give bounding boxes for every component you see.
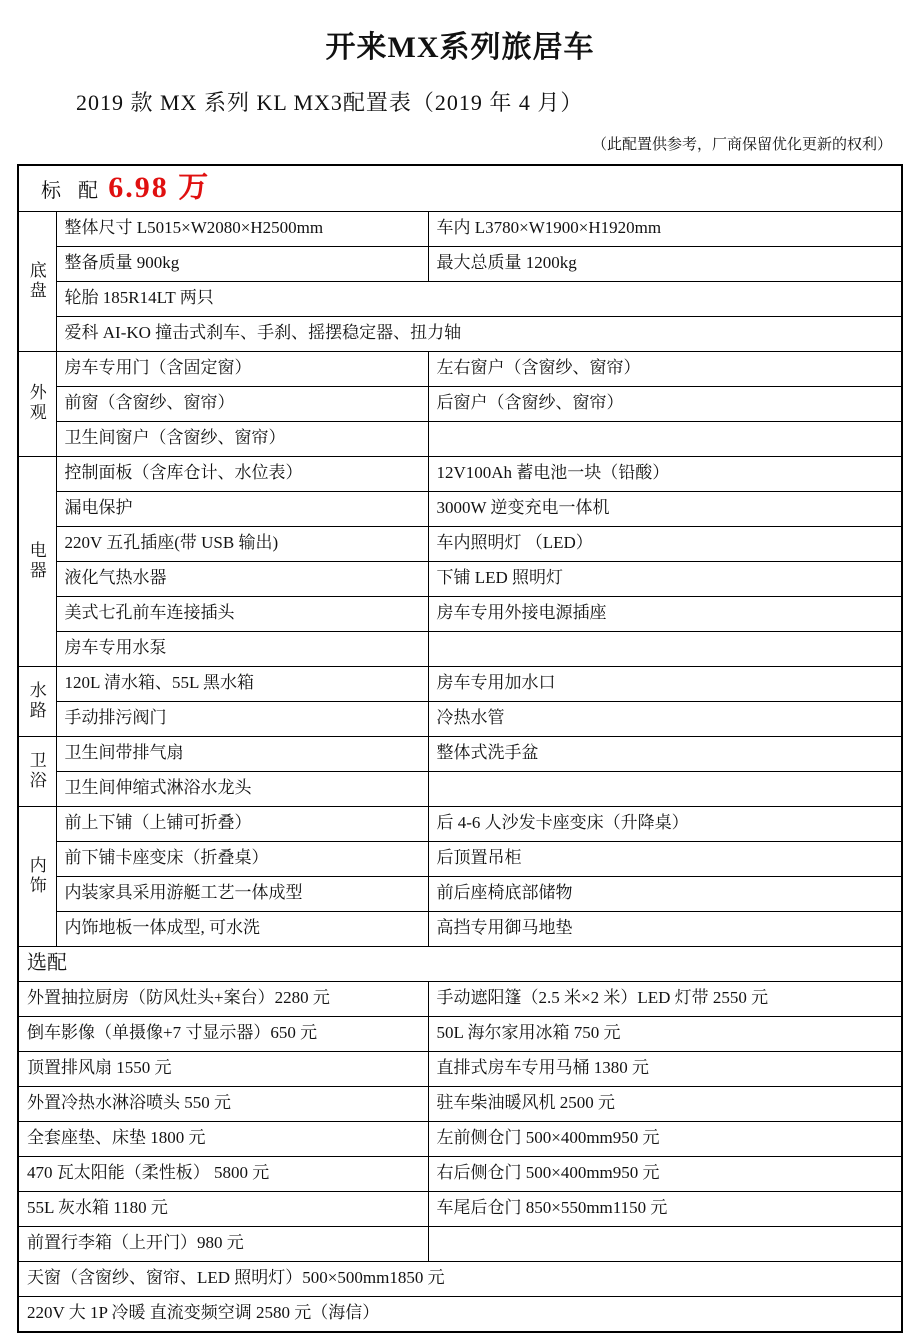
table-row <box>18 316 902 351</box>
table-row <box>18 736 902 771</box>
cell-a: 内饰地板一体成型, 可水洗 <box>56 911 428 946</box>
cell-b: 后顶置吊柜 <box>428 841 902 876</box>
table-row <box>18 491 902 526</box>
cell-b: 高挡专用御马地垫 <box>428 911 902 946</box>
table-row <box>18 1191 902 1226</box>
cell-a: 房车专用水泵 <box>56 631 428 666</box>
cell-b <box>428 421 902 456</box>
table-row <box>18 701 902 736</box>
table-row <box>18 806 902 841</box>
cell-b: 后窗户（含窗纱、窗帘） <box>428 386 902 421</box>
cell-b: 12V100Ah 蓄电池一块（铅酸） <box>428 456 902 491</box>
cell-b: 50L 海尔家用冰箱 750 元 <box>428 1016 902 1051</box>
standard-label: 标 配 <box>41 180 104 202</box>
doc-subtitle: 2019 款 MX 系列 KL MX3配置表（2019 年 4 月） <box>76 90 584 115</box>
cell-b <box>428 631 902 666</box>
table-row <box>18 981 902 1016</box>
table-row <box>18 1261 902 1296</box>
cell-a: 前上下铺（上铺可折叠） <box>56 806 428 841</box>
cell-a: 美式七孔前车连接插头 <box>56 596 428 631</box>
category-interior <box>18 806 56 946</box>
table-row <box>18 1086 902 1121</box>
cell-b: 房车专用加水口 <box>428 666 902 701</box>
category-water <box>18 666 56 736</box>
cell-a: 55L 灰水箱 1180 元 <box>18 1191 428 1226</box>
cell-a: 外置冷热水淋浴喷头 550 元 <box>18 1086 428 1121</box>
cell-a: 液化气热水器 <box>56 561 428 596</box>
cell-a: 外置抽拉厨房（防风灶头+案台）2280 元 <box>18 981 428 1016</box>
category-label: 底盘 <box>29 260 47 300</box>
cell-full: 220V 大 1P 冷暖 直流变频空调 2580 元（海信） <box>18 1296 902 1332</box>
cell-b: 前后座椅底部储物 <box>428 876 902 911</box>
table-row <box>18 771 902 806</box>
cell-b: 后 4-6 人沙发卡座变床（升降桌） <box>428 806 902 841</box>
cell-a: 120L 清水箱、55L 黑水箱 <box>56 666 428 701</box>
optional-header-row <box>18 946 902 981</box>
cell-b: 手动遮阳篷（2.5 米×2 米）LED 灯带 2550 元 <box>428 981 902 1016</box>
cell-a: 轮胎 185R14LT 两只 <box>56 281 902 316</box>
category-label: 外观 <box>29 383 47 422</box>
cell-a: 控制面板（含库仓计、水位表） <box>56 456 428 491</box>
table-row <box>18 421 902 456</box>
cell-b: 直排式房车专用马桶 1380 元 <box>428 1051 902 1086</box>
category-label: 卫浴 <box>29 750 47 790</box>
category-exterior <box>18 351 56 456</box>
category-bathroom <box>18 736 56 806</box>
cell-a: 整体尺寸 L5015×W2080×H2500mm <box>56 211 428 246</box>
cell-b: 左前侧仓门 500×400mm950 元 <box>428 1121 902 1156</box>
table-row <box>18 1296 902 1332</box>
cell-b: 驻车柴油暖风机 2500 元 <box>428 1086 902 1121</box>
category-electrical <box>18 456 56 666</box>
table-row <box>18 1121 902 1156</box>
cell-b: 整体式洗手盆 <box>428 736 902 771</box>
cell-b: 车内 L3780×W1900×H1920mm <box>428 211 902 246</box>
cell-a: 前下铺卡座变床（折叠桌） <box>56 841 428 876</box>
table-row <box>18 841 902 876</box>
cell-a: 倒车影像（单摄像+7 寸显示器）650 元 <box>18 1016 428 1051</box>
table-row <box>18 1156 902 1191</box>
cell-b: 最大总质量 1200kg <box>428 246 902 281</box>
cell-a: 220V 五孔插座(带 USB 输出) <box>56 526 428 561</box>
table-row <box>18 526 902 561</box>
table-row <box>18 911 902 946</box>
table-row <box>18 1051 902 1086</box>
cell-a: 顶置排风扇 1550 元 <box>18 1051 428 1086</box>
table-row <box>18 386 902 421</box>
table-row <box>18 456 902 491</box>
cell-a: 手动排污阀门 <box>56 701 428 736</box>
cell-a: 卫生间带排气扇 <box>56 736 428 771</box>
cell-b: 左右窗户（含窗纱、窗帘） <box>428 351 902 386</box>
cell-a: 卫生间伸缩式淋浴水龙头 <box>56 771 428 806</box>
table-row <box>18 666 902 701</box>
cell-b: 3000W 逆变充电一体机 <box>428 491 902 526</box>
cell-b: 车内照明灯 （LED） <box>428 526 902 561</box>
category-chassis <box>18 211 56 351</box>
table-row <box>18 211 902 246</box>
table-row <box>18 1226 902 1261</box>
cell-a: 爱科 AI-KO 撞击式刹车、手刹、摇摆稳定器、扭力轴 <box>56 316 902 351</box>
cell-a: 房车专用门（含固定窗） <box>56 351 428 386</box>
cell-b <box>428 1226 902 1261</box>
cell-b <box>428 771 902 806</box>
table-row <box>18 876 902 911</box>
table-row <box>18 631 902 666</box>
table-row <box>18 281 902 316</box>
document-page <box>0 22 920 1323</box>
optional-label: 选配 <box>18 946 902 981</box>
cell-full: 天窗（含窗纱、窗帘、LED 照明灯）500×500mm1850 元 <box>18 1261 902 1296</box>
cell-b: 下铺 LED 照明灯 <box>428 561 902 596</box>
table-row <box>18 1016 902 1051</box>
cell-a: 漏电保护 <box>56 491 428 526</box>
cell-a: 内装家具采用游艇工艺一体成型 <box>56 876 428 911</box>
doc-note: （此配置供参考，厂商保留优化更新的权利） <box>591 137 892 153</box>
cell-b: 右后侧仓门 500×400mm950 元 <box>428 1156 902 1191</box>
cell-b: 车尾后仓门 850×550mm1150 元 <box>428 1191 902 1226</box>
standard-header-row <box>18 165 902 211</box>
cell-a: 整备质量 900kg <box>56 246 428 281</box>
cell-b: 冷热水管 <box>428 701 902 736</box>
cell-b: 房车专用外接电源插座 <box>428 596 902 631</box>
cell-a: 前窗（含窗纱、窗帘） <box>56 386 428 421</box>
cell-a: 卫生间窗户（含窗纱、窗帘） <box>56 421 428 456</box>
page-title: 开来MX系列旅居车 <box>325 31 595 64</box>
category-label: 电器 <box>29 540 47 580</box>
cell-a: 470 瓦太阳能（柔性板） 5800 元 <box>18 1156 428 1191</box>
cell-a: 前置行李箱（上开门）980 元 <box>18 1226 428 1261</box>
table-row <box>18 246 902 281</box>
category-label: 水路 <box>29 680 47 720</box>
table-row <box>18 561 902 596</box>
table-row <box>18 596 902 631</box>
standard-price: 6.98 万 <box>108 171 211 204</box>
table-row <box>18 351 902 386</box>
cell-a: 全套座垫、床垫 1800 元 <box>18 1121 428 1156</box>
spec-table <box>17 164 903 1333</box>
category-label: 内饰 <box>29 855 47 895</box>
